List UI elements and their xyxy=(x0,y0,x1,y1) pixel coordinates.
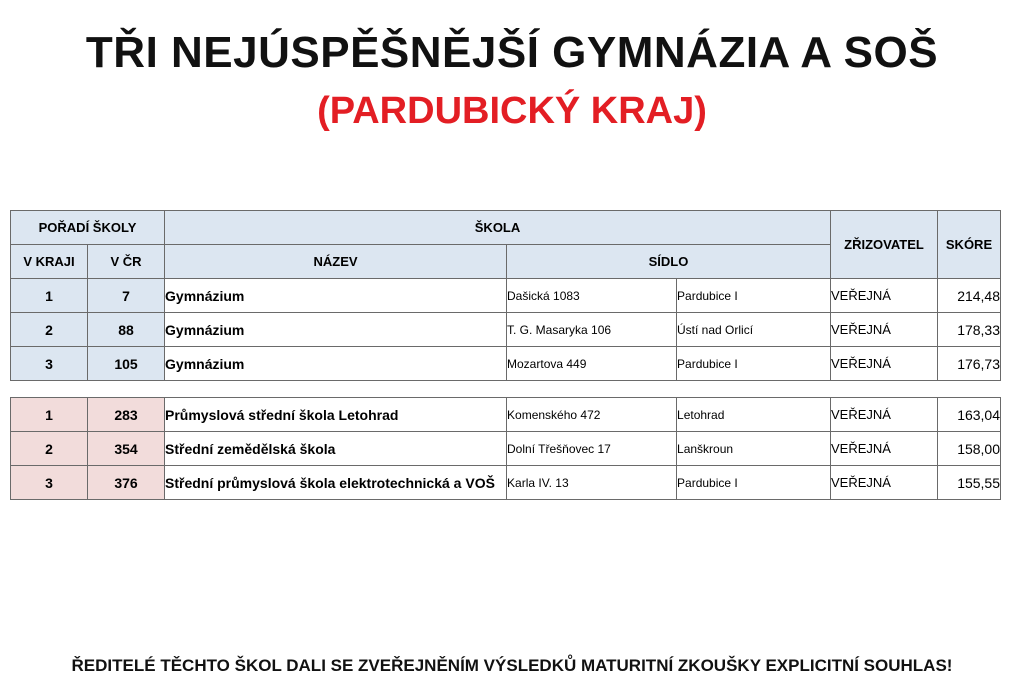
table-row xyxy=(11,398,1001,432)
school-founder: VEŘEJNÁ xyxy=(831,313,938,347)
school-city: Pardubice I xyxy=(677,279,831,313)
school-street: Komenského 472 xyxy=(507,398,677,432)
results-table xyxy=(10,210,1001,500)
school-street: Dolní Třešňovec 17 xyxy=(507,432,677,466)
school-founder: VEŘEJNÁ xyxy=(831,398,938,432)
rank-in-country: 7 xyxy=(88,279,165,313)
gymnazia-section xyxy=(11,279,1001,381)
rank-in-region: 2 xyxy=(11,313,88,347)
school-street: T. G. Masaryka 106 xyxy=(507,313,677,347)
school-score: 214,48 xyxy=(938,279,1001,313)
school-city: Letohrad xyxy=(677,398,831,432)
header-skore: SKÓRE xyxy=(938,211,1001,279)
rank-in-region: 1 xyxy=(11,398,88,432)
sos-section xyxy=(11,398,1001,500)
header-v-kraji: V KRAJI xyxy=(11,245,88,279)
school-street: Dašická 1083 xyxy=(507,279,677,313)
rank-in-region: 2 xyxy=(11,432,88,466)
school-founder: VEŘEJNÁ xyxy=(831,347,938,381)
school-name: Gymnázium xyxy=(165,279,507,313)
school-name: Gymnázium xyxy=(165,347,507,381)
header-nazev: NÁZEV xyxy=(165,245,507,279)
page-subtitle: (PARDUBICKÝ KRAJ) xyxy=(317,90,707,132)
school-founder: VEŘEJNÁ xyxy=(831,279,938,313)
table-row xyxy=(11,313,1001,347)
header-poradi: POŘADÍ ŠKOLY xyxy=(11,211,165,245)
rank-in-region: 1 xyxy=(11,279,88,313)
footer-note: ŘEDITELÉ TĚCHTO ŠKOL DALI SE ZVEŘEJNĚNÍM VÝSLEDKŮ MATURITNÍ ZKOUŠKY EXPLICITNÍ SOUHLAS! xyxy=(71,656,953,675)
school-score: 178,33 xyxy=(938,313,1001,347)
school-street: Karla IV. 13 xyxy=(507,466,677,500)
table-row xyxy=(11,347,1001,381)
school-score: 163,04 xyxy=(938,398,1001,432)
table-row xyxy=(11,279,1001,313)
school-name: Střední zemědělská škola xyxy=(165,432,507,466)
rank-in-country: 376 xyxy=(88,466,165,500)
school-score: 176,73 xyxy=(938,347,1001,381)
header-v-cr: V ČR xyxy=(88,245,165,279)
school-name: Gymnázium xyxy=(165,313,507,347)
gap-row xyxy=(11,381,1001,398)
school-city: Ústí nad Orlicí xyxy=(677,313,831,347)
table-row xyxy=(11,432,1001,466)
rank-in-country: 283 xyxy=(88,398,165,432)
rank-in-country: 88 xyxy=(88,313,165,347)
rank-in-country: 354 xyxy=(88,432,165,466)
page-title: TŘI NEJÚSPĚŠNĚJŠÍ GYMNÁZIA A SOŠ xyxy=(85,28,939,77)
rank-in-region: 3 xyxy=(11,347,88,381)
school-founder: VEŘEJNÁ xyxy=(831,432,938,466)
school-city: Pardubice I xyxy=(677,347,831,381)
school-street: Mozartova 449 xyxy=(507,347,677,381)
school-score: 155,55 xyxy=(938,466,1001,500)
header-zrizovatel: ZŘIZOVATEL xyxy=(831,211,938,279)
header-sidlo: SÍDLO xyxy=(507,245,831,279)
school-name: Střední průmyslová škola elektrotechnická a VOŠ xyxy=(165,466,507,500)
section-gap xyxy=(11,381,1001,398)
rank-in-region: 3 xyxy=(11,466,88,500)
school-name: Průmyslová střední škola Letohrad xyxy=(165,398,507,432)
school-score: 158,00 xyxy=(938,432,1001,466)
header-skola: ŠKOLA xyxy=(165,211,831,245)
table-row xyxy=(11,466,1001,500)
school-city: Pardubice I xyxy=(677,466,831,500)
rank-in-country: 105 xyxy=(88,347,165,381)
school-city: Lanškroun xyxy=(677,432,831,466)
school-founder: VEŘEJNÁ xyxy=(831,466,938,500)
header-row-top xyxy=(11,211,1001,245)
